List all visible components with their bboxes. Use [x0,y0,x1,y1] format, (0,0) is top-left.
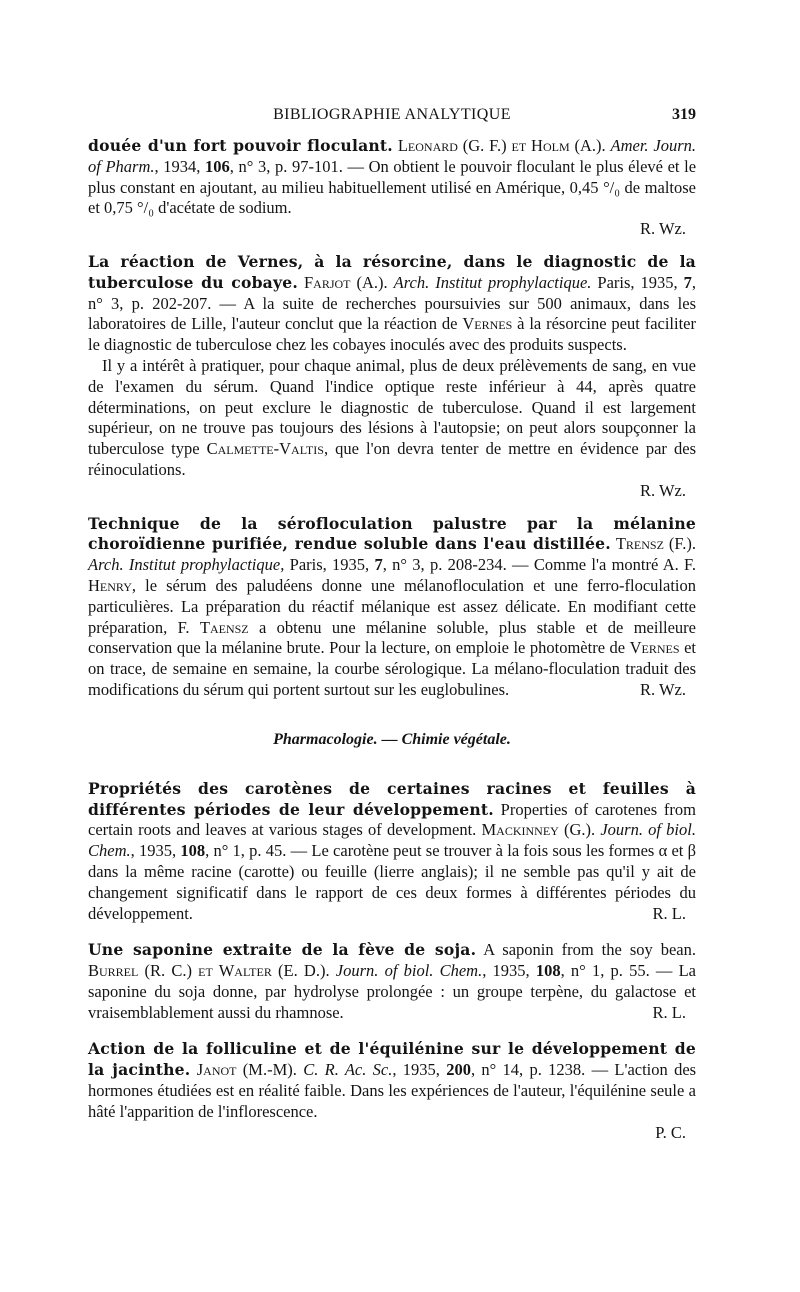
entry-volume: 108 [535,961,561,981]
entry-journal: Journ. of biol. Chem. [88,820,696,861]
entry-ref: , n° 3, p. 97-101. [229,156,343,176]
entry-abstract: à la résorcine peut faciliter le diagnostic de tuberculose chez les cobayes inoculés avec des produits suspects. [88,314,697,355]
entry-abstract: — Le carotène peut se trouver à la fois sous les formes α et β dans la même racine (carotte) ou feuille (lierre anglais); il ne semble pas qu'il y ait de changement significatif dans le rapport de ces deux formes à différentes périodes du développement. [88,841,696,923]
entry-ref: , n° 1, p. 55. [560,961,650,981]
entry-abstract: — L'action des hormones étudiées est en réalité faible. Dans les expériences de l'auteur, l'équilénine seule a hâté l'apparition de l'inflorescence. [88,1060,697,1121]
document-page [88,98,696,1143]
entry-volume: 108 [180,841,206,861]
entry-volume: 200 [446,1060,471,1080]
entry-title: Propriétés des carotènes de certaines racines et feuilles à différentes périodes de leur développement. [88,778,696,819]
entry-title: Technique de la sérofloculation palustre par la mélanine choroïdienne purifiée, rendue soluble dans l'eau distillée. [88,513,696,554]
page-number: 319 [672,106,696,123]
entry-paragraph [88,356,696,481]
entry-saponine [88,940,696,1023]
entry-carotenes [88,779,696,925]
entry-abstract: — On obtient le pouvoir floculant le plus élevé et le plus constant en ajoutant, au milieu habituellement utilisé en Amérique, 0,45 °/₀ de maltose et 0,75 °/₀ d'acétate de sodium. [88,156,697,218]
section-heading: Pharmacologie. — Chimie végétale. [273,730,511,748]
author-name: Vernes [629,638,680,658]
entry-title: douée d'un fort pouvoir floculant. [88,136,393,155]
entry-abstract: Il y a intérêt à pratiquer, pour chaque animal, plus de deux prélèvements de sang, en vue de l'examen du sérum. Quand l'indice optique reste inférieur à 44, après quatre déterminations, on peut exclure le diagnostic de tuberculose. Quand il est largement supérieur, on ne trouve pas toujours des lésions à l'autopsie; on peut alors soupçonner la tuberculose type [88,355,696,459]
entry-journal: Arch. Institut prophylactique. [393,272,592,292]
entry-abstract: — A la suite de recherches poursuivies sur 500 animaux, dans les laboratoires de Lille, l'auteur conclut que la réaction de [88,293,697,334]
entry-abstract: — La saponine du soja donne, par hydrolyse prolongée : un groupe terpène, du galactose et vraisemblablement aussi du rhamnose. [88,961,696,1022]
entry-journal: Arch. Institut prophylactique, [88,555,285,575]
entry-volume: 7 [374,555,383,575]
author-name: Henry [88,575,132,595]
entry-signature: P. C. [655,1122,686,1142]
entry-english-title: Properties of carotenes from certain roots and leaves at various stages of development. [88,799,696,840]
entry-abstract: , le sérum des paludéens donne une mélanofloculation et une ferro-floculation particulières. La préparation du réactif mélanique est assez délicate. En modifiant cette préparation, F. [88,575,696,637]
entry-authors: Mackinney (G.). [481,820,596,840]
running-head [88,98,696,124]
entry-journal: Amer. Journ. of Pharm. [88,136,697,176]
entry-melanine [88,514,696,701]
entry-paragraph [88,252,696,356]
entry-ref: Paris, 1935, [284,555,375,575]
entry-paragraph [88,514,696,701]
entry-authors: Burrel (R. C.) et Walter (E. D.). [88,961,330,981]
entry-signature: R. Wz. [640,480,686,500]
author-name: Vernes [462,314,513,334]
entry-title: Action de la folliculine et de l'équilénine sur le développement de la jacinthe. [88,1039,696,1080]
entry-journal: C. R. Ac. Sc. [303,1060,393,1080]
author-name: Taensz [199,617,249,637]
entry-title: La réaction de Vernes, à la résorcine, dans le diagnostic de la tuberculose du cobaye. [88,251,696,292]
entry-ref: , n° 14, p. 1238. [470,1060,586,1080]
entry-abstract: et on trace, de semaine en semaine, la courbe sérologique. La mélano-floculation traduit des modifications du sérum qui portent surtout sur les euglobulines. [88,638,696,699]
entry-folliculine [88,1039,696,1143]
entry-paragraph [88,136,696,219]
entry-ref: , 1935, [392,1060,447,1080]
entry-ref: , n° 1, p. 45. [205,841,287,861]
entry-vernes [88,252,696,502]
entry-ref: Paris, 1935, [591,272,684,292]
entry-authors: Leonard (G. F.) et Holm (A.). [397,136,606,155]
entry-abstract: — Comme l'a montré A. F. [506,555,697,575]
entry-paragraph [88,1039,696,1122]
entry-ref: , 1935, [482,961,536,981]
entry-english-title: A saponin from the soy bean. [476,940,696,960]
entry-ref: , n° 3, p. 208-234. [382,555,507,575]
entry-ref: , n° 3, p. 202-207. [88,272,697,313]
entry-ref: , 1934, [154,156,205,176]
entry-abstract: a obtenu une mélanine soluble, plus stable et de meilleure conservation que la mélanine brute. Pour la lecture, on emploie le photomètre de [88,617,696,658]
entry-signature: R. Wz. [640,219,686,239]
running-title: BIBLIOGRAPHIE ANALYTIQUE [273,106,511,123]
entry-authors: Farjot (A.). [304,272,388,292]
entry-paragraph [88,779,696,925]
entry-signature: R. L. [652,1002,686,1022]
entry-floculant [88,136,696,240]
entry-authors: Janot (M.-M). [196,1060,297,1080]
entry-volume: 106 [205,156,230,176]
entry-journal: Journ. of biol. Chem. [335,961,483,981]
entry-signature: R. Wz. [640,679,686,699]
entry-ref: , 1935, [130,841,181,861]
entry-title: Une saponine extraite de la fève de soja. [88,940,477,960]
author-name: Calmette-Valtis [206,439,324,459]
entry-volume: 7 [683,272,692,292]
entry-abstract: , que l'on devra tenter de mettre en évidence par des réinoculations. [88,439,696,479]
entry-paragraph [88,940,696,1023]
entry-authors: Trensz (F.). [615,534,697,554]
entry-signature: R. L. [652,903,686,923]
